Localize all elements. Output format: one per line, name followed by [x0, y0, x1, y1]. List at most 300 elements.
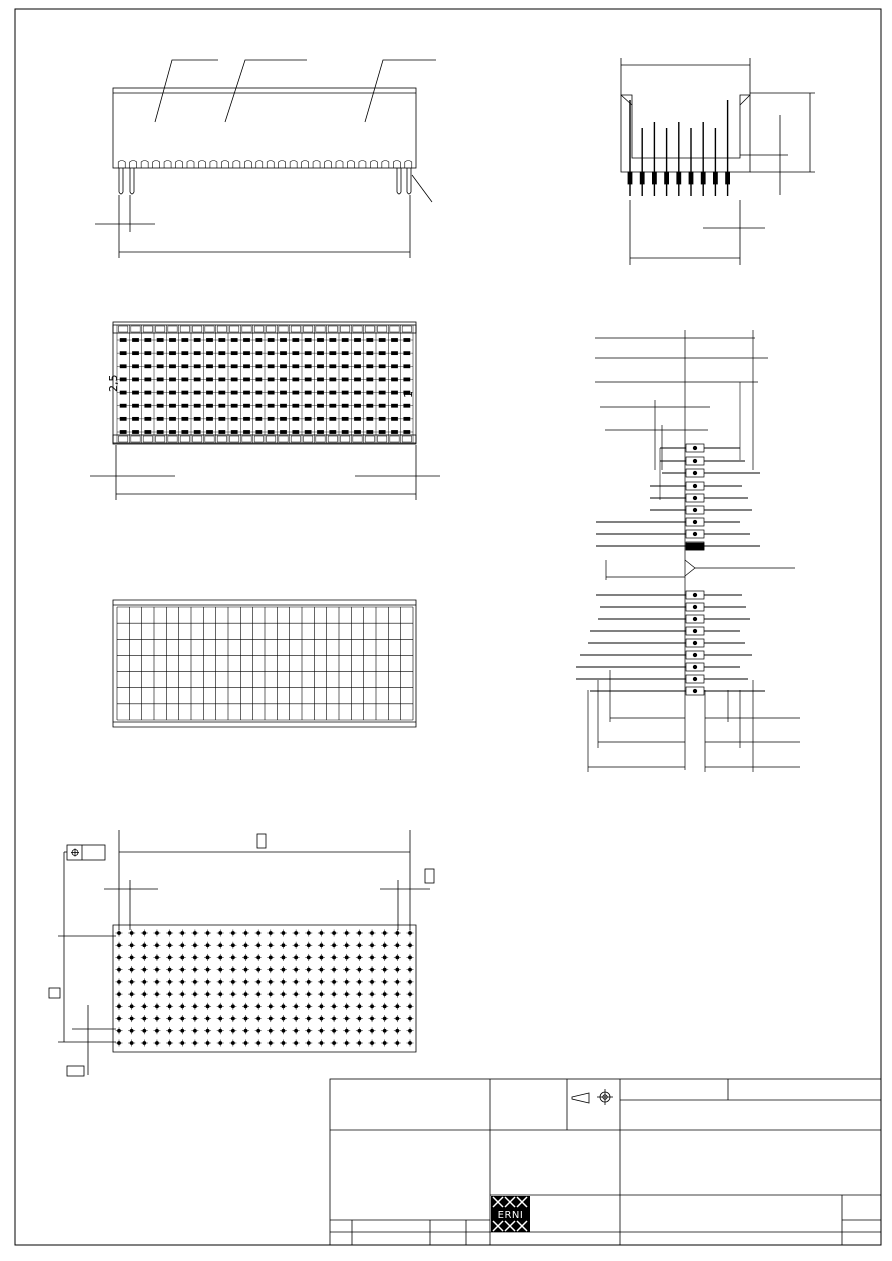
top-pin — [256, 391, 262, 394]
title-block — [330, 1079, 881, 1245]
top-pin — [379, 391, 385, 394]
top-pin — [133, 431, 139, 434]
top-pin — [244, 352, 250, 355]
top-pin — [194, 431, 200, 434]
connector-body-front — [113, 88, 416, 168]
pin-contact — [693, 629, 697, 633]
top-pin — [281, 339, 287, 342]
pin-contact — [693, 689, 697, 693]
top-pin — [157, 391, 163, 394]
top-pin — [318, 352, 324, 355]
top-pin — [120, 431, 126, 434]
top-pin — [379, 352, 385, 355]
top-pin — [157, 417, 163, 420]
top-pin — [231, 391, 237, 394]
top-pin — [367, 431, 373, 434]
front-teeth — [118, 161, 412, 169]
top-pin — [231, 339, 237, 342]
top-pin — [256, 378, 262, 381]
top-pin — [367, 404, 373, 407]
top-pin — [120, 404, 126, 407]
top-pin — [231, 431, 237, 434]
top-pin — [367, 391, 373, 394]
top-slot — [193, 326, 202, 332]
front-tooth — [279, 161, 286, 169]
top-pin — [145, 391, 151, 394]
bottom-slot — [156, 436, 165, 442]
top-pin — [305, 365, 311, 368]
top-pin — [404, 378, 410, 381]
side-pins — [628, 100, 730, 196]
top-slot — [402, 326, 411, 332]
bottom-slot — [205, 436, 214, 442]
top-pin — [318, 391, 324, 394]
bottom-slot — [217, 436, 226, 442]
front-tooth — [221, 161, 228, 169]
top-pin — [194, 352, 200, 355]
top-pin — [170, 339, 176, 342]
bottom-slot — [291, 436, 300, 442]
top-pin — [133, 365, 139, 368]
top-pin — [404, 404, 410, 407]
top-pin — [182, 378, 188, 381]
top-pin — [305, 378, 311, 381]
top-pin — [268, 378, 274, 381]
top-slot — [180, 326, 189, 332]
pin-contact — [693, 665, 697, 669]
top-pin — [182, 365, 188, 368]
top-pin — [392, 339, 398, 342]
top-pin — [120, 417, 126, 420]
pin-contact — [693, 641, 697, 645]
top-pin — [355, 352, 361, 355]
top-pin — [355, 431, 361, 434]
front-tooth — [267, 161, 274, 169]
top-pin — [305, 391, 311, 394]
top-slot — [365, 326, 374, 332]
side-housing — [621, 95, 750, 172]
top-pin — [293, 391, 299, 394]
top-slot — [242, 326, 251, 332]
front-tooth — [347, 161, 354, 169]
pin-contact — [693, 459, 697, 463]
top-pin — [145, 352, 151, 355]
leader-1 — [155, 60, 218, 122]
pin-contact — [693, 605, 697, 609]
front-tooth — [176, 161, 183, 169]
top-pin — [379, 378, 385, 381]
side-pin-shoulder — [713, 172, 717, 184]
top-slot — [217, 326, 226, 332]
bottom-slot — [341, 436, 350, 442]
top-pin — [318, 365, 324, 368]
top-pin — [367, 378, 373, 381]
sheet-border — [15, 9, 881, 1245]
top-pin — [120, 352, 126, 355]
top-pin — [231, 352, 237, 355]
top-pin — [244, 404, 250, 407]
leader-2 — [225, 60, 307, 122]
pin-length-rows — [576, 382, 765, 695]
top-pin — [157, 378, 163, 381]
top-pin — [330, 417, 336, 420]
top-pin — [207, 404, 213, 407]
top-pin — [170, 404, 176, 407]
top-pin — [182, 417, 188, 420]
top-pin — [157, 431, 163, 434]
top-slot — [119, 326, 128, 332]
pin-contact — [693, 593, 697, 597]
top-pin — [133, 378, 139, 381]
erni-logo — [491, 1196, 530, 1232]
top-pin — [392, 378, 398, 381]
front-tooth — [336, 161, 343, 169]
top-pin — [268, 365, 274, 368]
top-pin — [330, 352, 336, 355]
top-pin — [342, 378, 348, 381]
top-pin — [244, 391, 250, 394]
top-pin — [194, 391, 200, 394]
top-slot — [353, 326, 362, 332]
top-pin — [281, 404, 287, 407]
top-slot — [279, 326, 288, 332]
top-view — [90, 322, 440, 500]
bottom-slot — [402, 436, 411, 442]
top-pin — [182, 352, 188, 355]
dim-box-bottom — [67, 1066, 84, 1076]
top-pin — [392, 365, 398, 368]
pin-contact — [693, 520, 697, 524]
top-pin — [219, 404, 225, 407]
top-pin — [342, 352, 348, 355]
bottom-slot — [143, 436, 152, 442]
top-pin — [120, 391, 126, 394]
pin-contact — [693, 532, 697, 536]
top-pin — [256, 339, 262, 342]
front-pin-left-b — [130, 168, 134, 194]
leader-3 — [365, 60, 436, 122]
side-pin-shoulder — [665, 172, 669, 184]
pin-profile-view — [576, 330, 800, 772]
top-slot — [328, 326, 337, 332]
top-pin — [318, 431, 324, 434]
top-pin — [342, 417, 348, 420]
label-2-5: 2,5 — [107, 374, 120, 392]
top-pin — [293, 352, 299, 355]
top-pin — [342, 391, 348, 394]
top-pin — [404, 352, 410, 355]
front-tooth — [118, 161, 125, 169]
top-pin — [133, 352, 139, 355]
top-pin — [133, 391, 139, 394]
side-pin-shoulder — [726, 172, 730, 184]
pin-contact — [693, 677, 697, 681]
pin-contact — [693, 653, 697, 657]
top-pin — [392, 352, 398, 355]
top-pin — [170, 391, 176, 394]
bottom-slot — [254, 436, 263, 442]
dim-box-left — [49, 988, 60, 998]
top-pin — [157, 404, 163, 407]
top-pin — [355, 339, 361, 342]
top-pin — [219, 339, 225, 342]
top-pin — [256, 365, 262, 368]
top-pin — [404, 431, 410, 434]
top-slot — [254, 326, 263, 332]
top-pin — [281, 417, 287, 420]
top-pin — [244, 339, 250, 342]
top-slot — [390, 326, 399, 332]
bottom-slot — [328, 436, 337, 442]
pin-contact — [693, 508, 697, 512]
top-pin — [293, 404, 299, 407]
top-pin — [231, 404, 237, 407]
top-slot — [304, 326, 313, 332]
top-slot — [230, 326, 239, 332]
top-pin — [157, 352, 163, 355]
top-pin — [219, 391, 225, 394]
front-tooth — [302, 161, 309, 169]
top-pin — [219, 431, 225, 434]
top-pin — [281, 431, 287, 434]
bottom-slot — [267, 436, 276, 442]
top-slot — [267, 326, 276, 332]
top-pin — [342, 365, 348, 368]
bottom-slot — [180, 436, 189, 442]
top-pin — [256, 404, 262, 407]
pin-contact — [693, 471, 697, 475]
front-tooth — [198, 161, 205, 169]
top-pin — [207, 417, 213, 420]
top-pin — [207, 391, 213, 394]
top-pin — [207, 431, 213, 434]
top-pin — [392, 391, 398, 394]
top-pin — [379, 404, 385, 407]
top-pin — [182, 404, 188, 407]
top-pin — [207, 365, 213, 368]
top-pin — [194, 339, 200, 342]
side-pin-shoulder — [628, 172, 632, 184]
front-tooth — [244, 161, 251, 169]
top-pin — [342, 339, 348, 342]
top-pin — [305, 339, 311, 342]
side-view — [621, 58, 815, 265]
top-pin — [392, 431, 398, 434]
top-pin-grid — [117, 325, 413, 443]
front-view — [95, 60, 436, 258]
footprint-view — [49, 830, 434, 1076]
front-tooth — [325, 161, 332, 169]
top-pin — [404, 365, 410, 368]
top-pin — [145, 339, 151, 342]
pin-body-dark — [686, 543, 704, 550]
top-pin — [305, 404, 311, 407]
top-pin — [194, 378, 200, 381]
top-pin — [318, 339, 324, 342]
top-pin — [182, 431, 188, 434]
top-pin — [219, 365, 225, 368]
bottom-slot — [378, 436, 387, 442]
bottom-slot — [131, 436, 140, 442]
top-pin — [219, 417, 225, 420]
top-pin — [342, 404, 348, 407]
side-pin-shoulder — [701, 172, 705, 184]
top-pin — [219, 378, 225, 381]
top-pin — [133, 339, 139, 342]
top-pin — [268, 417, 274, 420]
top-pin — [293, 431, 299, 434]
side-pin-shoulder — [640, 172, 644, 184]
front-tooth — [153, 161, 160, 169]
pin-contact — [693, 617, 697, 621]
bottom-slot — [365, 436, 374, 442]
top-pin — [244, 431, 250, 434]
front-tooth — [290, 161, 297, 169]
side-pin-shoulder — [652, 172, 656, 184]
top-pin — [145, 404, 151, 407]
top-pin — [281, 352, 287, 355]
top-pin — [120, 339, 126, 342]
bottom-slot — [230, 436, 239, 442]
front-tooth — [187, 161, 194, 169]
side-pin-shoulder — [677, 172, 681, 184]
bottom-slot — [390, 436, 399, 442]
bottom-slot — [242, 436, 251, 442]
top-pin — [145, 365, 151, 368]
top-pin — [133, 417, 139, 420]
top-pin — [231, 365, 237, 368]
top-slot — [131, 326, 140, 332]
front-tooth — [405, 161, 412, 169]
top-pin — [170, 431, 176, 434]
top-pin — [330, 431, 336, 434]
front-tooth — [313, 161, 320, 169]
front-tooth — [256, 161, 263, 169]
top-pin — [157, 339, 163, 342]
top-pin — [268, 404, 274, 407]
bottom-slot — [279, 436, 288, 442]
top-pin — [231, 417, 237, 420]
top-pin — [194, 404, 200, 407]
top-pin — [305, 417, 311, 420]
top-pin — [330, 365, 336, 368]
top-pin — [219, 352, 225, 355]
top-slot — [341, 326, 350, 332]
top-pin — [355, 378, 361, 381]
top-pin — [120, 378, 126, 381]
top-pin — [404, 417, 410, 420]
top-pin — [268, 352, 274, 355]
top-pin — [268, 431, 274, 434]
top-pin — [318, 404, 324, 407]
top-pin — [355, 391, 361, 394]
top-pin — [367, 417, 373, 420]
dim-box-top — [257, 834, 266, 848]
top-slot — [168, 326, 177, 332]
top-pin — [182, 339, 188, 342]
top-pin — [231, 378, 237, 381]
top-pin — [355, 404, 361, 407]
pin-contact — [693, 446, 697, 450]
top-pin — [318, 417, 324, 420]
front-tooth — [359, 161, 366, 169]
label-1: 1 — [402, 391, 415, 398]
bottom-slot — [304, 436, 313, 442]
top-pin — [194, 417, 200, 420]
top-pin — [281, 365, 287, 368]
top-pin — [379, 431, 385, 434]
top-slot — [291, 326, 300, 332]
top-pin — [244, 378, 250, 381]
top-pin — [256, 352, 262, 355]
erni-logo-text: ERNI — [497, 1210, 524, 1221]
top-pin — [330, 404, 336, 407]
top-slot — [156, 326, 165, 332]
front-tooth — [382, 161, 389, 169]
top-pin — [170, 417, 176, 420]
top-pin — [207, 339, 213, 342]
bottom-slot — [193, 436, 202, 442]
top-pin — [392, 417, 398, 420]
top-pin — [355, 417, 361, 420]
top-pin — [145, 378, 151, 381]
top-slot — [316, 326, 325, 332]
bottom-slot — [168, 436, 177, 442]
pin-contact — [693, 496, 697, 500]
top-pin — [182, 391, 188, 394]
front-tooth — [393, 161, 400, 169]
top-pin — [367, 365, 373, 368]
top-pin — [170, 352, 176, 355]
pin-contact — [693, 484, 697, 488]
top-pin — [305, 431, 311, 434]
front-pin-right-a — [397, 168, 401, 194]
top-pin — [293, 378, 299, 381]
top-pin — [355, 365, 361, 368]
bottom-view — [113, 600, 416, 727]
top-pin — [170, 378, 176, 381]
top-pin — [256, 431, 262, 434]
top-pin — [379, 339, 385, 342]
top-pin — [207, 378, 213, 381]
top-pin — [244, 417, 250, 420]
top-pin — [330, 391, 336, 394]
top-pin — [367, 339, 373, 342]
top-pin — [194, 365, 200, 368]
top-pin — [305, 352, 311, 355]
top-pin — [145, 431, 151, 434]
top-pin — [379, 365, 385, 368]
top-pin — [256, 417, 262, 420]
front-tooth — [210, 161, 217, 169]
top-pin — [293, 365, 299, 368]
top-pin — [392, 404, 398, 407]
front-pin-right-b — [407, 168, 411, 194]
top-pin — [367, 352, 373, 355]
top-pin — [404, 339, 410, 342]
front-tooth — [233, 161, 240, 169]
top-pin — [281, 378, 287, 381]
front-pin-left-a — [119, 168, 123, 194]
top-pin — [120, 365, 126, 368]
dim-box-right — [425, 869, 434, 883]
top-pin — [330, 339, 336, 342]
bottom-slot — [353, 436, 362, 442]
top-pin — [268, 339, 274, 342]
top-pin — [281, 391, 287, 394]
footprint-holes — [116, 930, 414, 1047]
bottom-slot — [119, 436, 128, 442]
